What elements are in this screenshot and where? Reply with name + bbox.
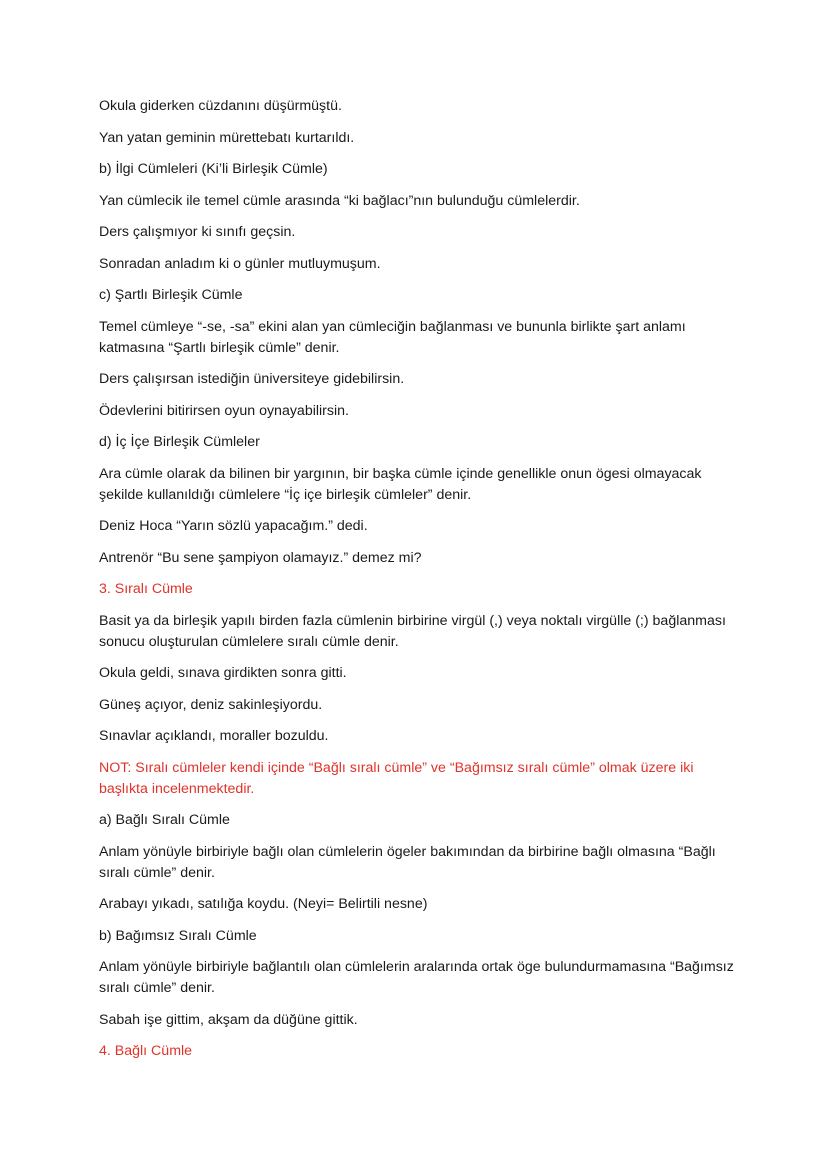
subsection-heading: b) İlgi Cümleleri (Ki’li Birleşik Cümle) <box>99 161 328 177</box>
definition-paragraph: Temel cümleye “-se, -sa” ekini alan yan cümleciğin bağlanması ve bununla birlikte şart anlamı katmasına “Şartlı birleşik cümle” denir. <box>99 318 686 356</box>
example-sentence: Sınavlar açıklandı, moraller bozuldu. <box>99 728 329 744</box>
definition-paragraph: Basit ya da birleşik yapılı birden fazla cümlenin birbirine virgül (,) veya noktalı virgülle (;) bağlanması sonucu oluşturulan cümlelere sıralı cümle denir. <box>99 612 726 650</box>
document-page <box>99 96 739 1073</box>
subsection-heading: c) Şartlı Birleşik Cümle <box>99 287 243 303</box>
example-sentence: Deniz Hoca “Yarın sözlü yapacağım.” dedi. <box>99 518 368 534</box>
example-sentence: Yan yatan geminin mürettebatı kurtarıldı. <box>99 129 355 146</box>
example-sentence: Ödevlerini bitirirsen oyun oynayabilirsin. <box>99 402 349 419</box>
definition-paragraph: Anlam yönüyle birbiriyle bağlantılı olan cümlelerin aralarında ortak öge bulundurmamasına “Bağımsız sıralı cümle” denir. <box>99 959 734 996</box>
example-sentence: Antrenör “Bu sene şampiyon olamayız.” demez mi? <box>99 549 422 566</box>
definition-paragraph: Yan cümlecik ile temel cümle arasında “ki bağlacı”nın bulunduğu cümlelerdir. <box>99 192 580 209</box>
subsection-heading: d) İç İçe Birleşik Cümleler <box>99 434 260 450</box>
example-sentence: Arabayı yıkadı, satılığa koydu. (Neyi= Belirtili nesne) <box>99 896 428 912</box>
example-sentence: Güneş açıyor, deniz sakinleşiyordu. <box>99 696 323 713</box>
example-sentence: Okula geldi, sınava girdikten sonra gitti. <box>99 665 347 681</box>
example-sentence: Ders çalışırsan istediğin üniversiteye gidebilirsin. <box>99 371 405 387</box>
example-sentence: Sabah işe gittim, akşam da düğüne gittik. <box>99 1011 358 1028</box>
section-heading: 4. Bağlı Cümle <box>99 1043 193 1059</box>
definition-paragraph: Anlam yönüyle birbiriyle bağlı olan cümlelerin ögeler bakımından da birbirine bağlı olmasına “Bağlı sıralı cümle” denir. <box>99 843 716 881</box>
example-sentence: Ders çalışmıyor ki sınıfı geçsin. <box>99 224 296 240</box>
definition-paragraph: Ara cümle olarak da bilinen bir yargının, bir başka cümle içinde genellikle onun ögesi olmayacak şekilde kullanıldığı cümlelere “İç içe birleşik cümleler” denir. <box>99 465 702 503</box>
subsection-heading: b) Bağımsız Sıralı Cümle <box>99 927 257 944</box>
subsection-heading: a) Bağlı Sıralı Cümle <box>99 812 230 828</box>
example-sentence: Sonradan anladım ki o günler mutluymuşum. <box>99 255 381 272</box>
section-heading: 3. Sıralı Cümle <box>99 581 193 597</box>
example-sentence: Okula giderken cüzdanını düşürmüştü. <box>99 98 342 114</box>
note-paragraph: NOT: Sıralı cümleler kendi içinde “Bağlı sıralı cümle” ve “Bağımsız sıralı cümle” olmak üzere iki başlıkta incelenmektedir. <box>99 759 694 797</box>
